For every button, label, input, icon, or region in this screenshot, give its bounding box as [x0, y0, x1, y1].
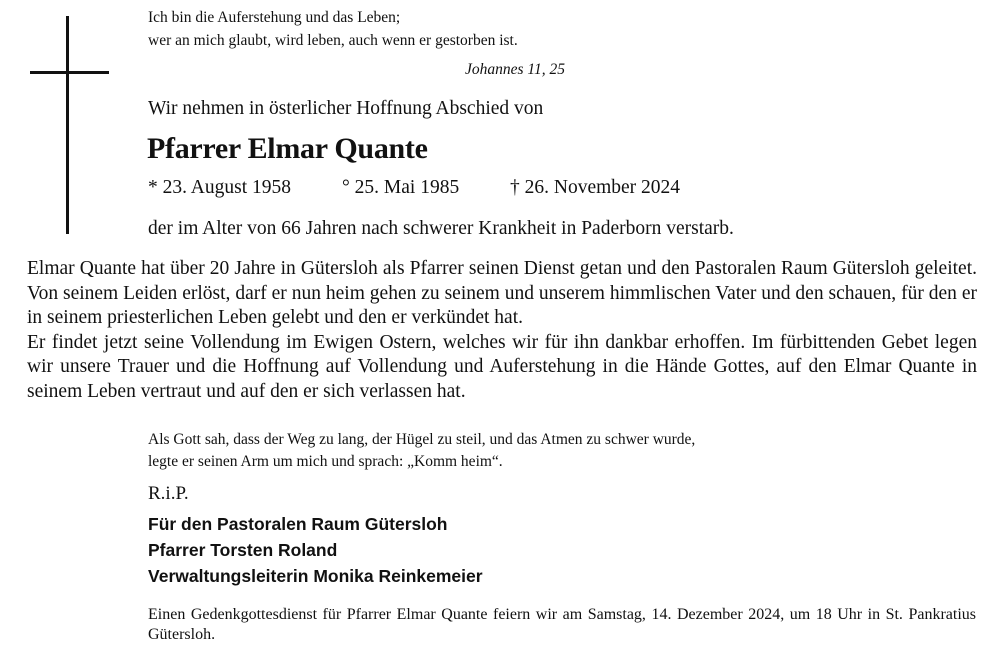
tribute-paragraph-1: Elmar Quante hat über 20 Jahre in Gütersloh als Pfarrer seinen Dienst getan und den Pastoralen Raum Gütersloh geleitet. Von seinem Leiden erlöst, darf er nun heim gehen zu seinem und unserem himmlischen Vater und den schauen, für den er in seinem priesterlichen Leben gelebt und den er verkündet hat. [27, 258, 977, 328]
signature-pastor: Pfarrer Torsten Roland [148, 540, 338, 560]
tribute-text [27, 257, 977, 404]
ordination-date: ° 25. Mai 1985 [342, 177, 460, 198]
birth-date: * 23. August 1958 [148, 177, 292, 198]
farewell-intro: Wir nehmen in österlicher Hoffnung Abschied von [148, 98, 544, 119]
cross-icon [66, 16, 69, 234]
deceased-name: Pfarrer Elmar Quante [147, 132, 428, 165]
bible-verse-reference: Johannes 11, 25 [465, 61, 566, 78]
cross-icon-bar [30, 71, 109, 74]
bible-verse-line-1: Ich bin die Auferstehung und das Leben; [148, 9, 401, 26]
poem-line-2: legte er seinen Arm um mich und sprach: „Komm heim“. [148, 453, 503, 470]
signature-parish: Für den Pastoralen Raum Gütersloh [148, 514, 448, 534]
memorial-service-note [148, 605, 976, 645]
memorial-service-text: Einen Gedenkgottesdienst für Pfarrer Elmar Quante feiern wir am Samstag, 14. Dezember 2024, um 18 Uhr in St. Pankratius Gütersloh. [148, 606, 976, 643]
bible-verse-line-2: wer an mich glaubt, wird leben, auch wenn er gestorben ist. [148, 32, 518, 49]
signature-administrator: Verwaltungsleiterin Monika Reinkemeier [148, 566, 483, 586]
death-statement: der im Alter von 66 Jahren nach schwerer Krankheit in Paderborn verstarb. [148, 218, 734, 239]
death-date: † 26. November 2024 [510, 177, 681, 198]
poem-line-1: Als Gott sah, dass der Weg zu lang, der Hügel zu steil, und das Atmen zu schwer wurde, [148, 431, 696, 448]
tribute-paragraph-2: Er findet jetzt seine Vollendung im Ewigen Ostern, welches wir für ihn dankbar erhoffen. Im fürbittenden Gebet legen wir unsere Trauer und die Hoffnung auf Vollendung und Auferstehung in die Hände Gottes, auf den Elmar Quante in seinem Leben vertraut und auf den er sich verlassen hat. [27, 331, 977, 402]
rip-text: R.i.P. [148, 483, 189, 504]
